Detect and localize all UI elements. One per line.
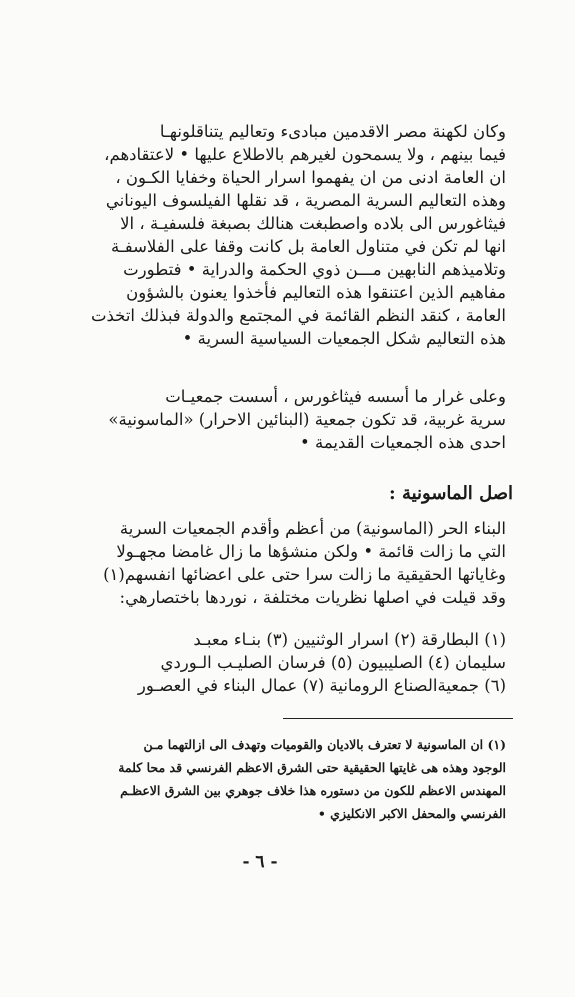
paragraph-origin	[62, 517, 506, 609]
text-line: وغاياتها الحقيقية ما زالت سرا حتى على اعضائها انفسهم(١)	[103, 565, 506, 584]
text-line: العامة ، كنقد النظم القائمة في المجتمع والدولة فبذلك اتخذت	[90, 306, 506, 325]
text-line: (٦) جمعيةالصناع الرومانية (٧) عمال البناء في العصـور	[137, 676, 506, 695]
text-line: وقد قيلت في اصلها نظريات مختلفة ، نوردها باختصارهي:	[119, 588, 506, 607]
text-line: احدى هذه الجمعيات القديمة •	[300, 433, 506, 452]
footnote-line: الفرنسي والمحفل الاكبر الانكليزي •	[317, 806, 506, 821]
footnote-line: (١) ان الماسونية لا تعترف بالاديان والقوميات وتهدف الى ازالتهما مـن	[143, 737, 506, 752]
text-line: وتلاميذهم النابهين مـــن ذوي الحكمة والدراية • فتطورت	[123, 260, 506, 279]
page-number: - ٦ -	[242, 852, 278, 872]
text-line: فيثاغورس الى بلاده واصطبغت هنالك بصبغة فلسفيـة ، الا	[120, 214, 506, 233]
text-line: فيما بينهم ، ولا يسمحون لغيرهم بالاطلاع عليها • لاعتقادهم،	[104, 145, 506, 164]
text-line: وعلى غرار ما أسسه فيثاغورس ، أسست جمعيـات	[165, 387, 506, 406]
text-line: وكان لكهنة مصر الاقدمين مبادىء وتعاليم يتناقلونهـا	[159, 122, 506, 141]
text-line: هذه التعاليم شكل الجمعيات السياسية السرية •	[182, 329, 506, 348]
text-line: البناء الحر (الماسونية) من أعظم وأقدم الجمعيات السرية	[119, 519, 506, 538]
text-line: سليمان (٤) الصليبيون (٥) فرسان الصليـب الـوردي	[160, 653, 506, 672]
footnote-line: الوجود وهذه هى غايتها الحقيقية حتى الشرق الاعظم الفرنسي قد محا كلمة	[118, 760, 506, 775]
footnote-line: المهندس الاعظم للكون من دستوره هذا خلاف جوهري بين الشرق الاعظـم	[120, 783, 506, 798]
text-line: مفاهيم الذين اعتنقوا هذه التعاليم فأخذوا يعنون بالشؤون	[126, 283, 506, 302]
text-line: التي ما زالت قائمة • ولكن منشؤها ما زال غامضا مجهـولا	[116, 542, 506, 561]
footnote-divider	[283, 718, 513, 719]
paragraph-theories-list	[62, 628, 506, 697]
text-line: وهذه التعاليم السرية المصرية ، قد نقلها الفيلسوف اليوناني	[105, 191, 506, 210]
text-line: سرية غربية، قد تكون جمعية (البنائين الاحرار) «الماسونية»	[108, 410, 506, 429]
paragraph-pythagoras	[62, 385, 506, 454]
footnote	[62, 733, 506, 825]
text-line: (١) البطارقة (٢) اسرار الوثنيين (٣) بنـاء معبـد	[193, 630, 506, 649]
section-heading: اصل الماسونية :	[389, 483, 513, 504]
paragraph-priests	[62, 120, 506, 350]
text-line: ان العامة ادنى من ان يفهموا اسرار الحياة وخفايا الكـون ،	[115, 168, 506, 187]
text-line: انها لم تكن في متناول العامة بل كانت وقفا على الفلاسفـة	[111, 237, 506, 256]
